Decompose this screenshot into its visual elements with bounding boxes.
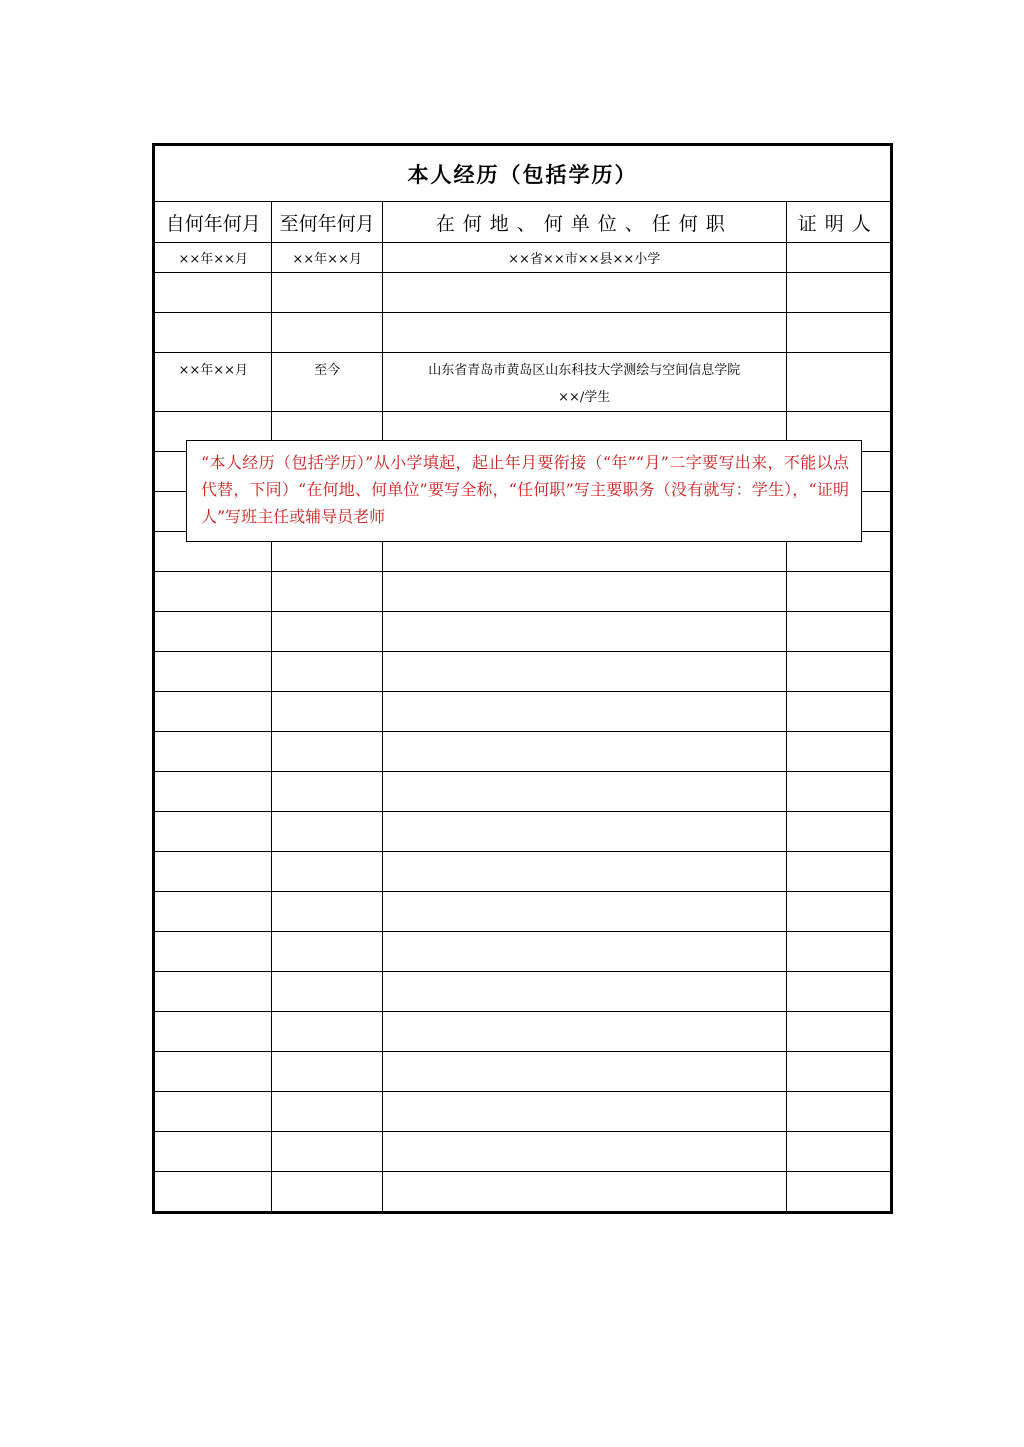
cell-from[interactable]	[154, 852, 272, 892]
table-row	[154, 652, 892, 692]
cell-place[interactable]	[382, 932, 786, 972]
table-row	[154, 852, 892, 892]
cell-from[interactable]	[154, 612, 272, 652]
cell-to[interactable]: ××年××月	[272, 243, 382, 273]
cell-place[interactable]	[382, 572, 786, 612]
table-row	[154, 1172, 892, 1213]
cell-witness[interactable]	[786, 243, 891, 273]
cell-from[interactable]: ××年××月	[154, 243, 272, 273]
cell-to[interactable]	[272, 892, 382, 932]
header-to: 至何年何月	[272, 202, 382, 243]
cell-from[interactable]	[154, 732, 272, 772]
table-row	[154, 1012, 892, 1052]
cell-to[interactable]	[272, 692, 382, 732]
header-witness: 证明人	[786, 202, 891, 243]
cell-place[interactable]	[382, 1092, 786, 1132]
cell-from[interactable]	[154, 892, 272, 932]
header-from: 自何年何月	[154, 202, 272, 243]
instruction-note: “本人经历（包括学历）”从小学填起，起止年月要衔接（“年”“月”二字要写出来，不能以点代替，下同）“在何地、何单位”要写全称，“任何职”写主要职务（没有就写：学生），“证明人”写班主任或辅导员老师	[186, 440, 862, 542]
cell-from[interactable]	[154, 772, 272, 812]
cell-from[interactable]: ××年××月	[154, 353, 272, 412]
cell-witness[interactable]	[786, 1172, 891, 1213]
cell-place[interactable]	[382, 732, 786, 772]
table-row	[154, 1092, 892, 1132]
cell-witness[interactable]	[786, 972, 891, 1012]
header-place: 在何地、何单位、任何职	[382, 202, 786, 243]
cell-witness[interactable]	[786, 852, 891, 892]
table-row	[154, 772, 892, 812]
cell-witness[interactable]	[786, 732, 891, 772]
cell-witness[interactable]	[786, 692, 891, 732]
cell-to[interactable]	[272, 273, 382, 313]
cell-witness[interactable]	[786, 1012, 891, 1052]
cell-witness[interactable]	[786, 353, 891, 412]
cell-witness[interactable]	[786, 1092, 891, 1132]
cell-from[interactable]	[154, 1092, 272, 1132]
cell-place[interactable]	[382, 852, 786, 892]
table-row	[154, 972, 892, 1012]
place-line-2: ××/学生	[558, 390, 611, 405]
cell-to[interactable]	[272, 313, 382, 353]
cell-from[interactable]	[154, 932, 272, 972]
cell-to[interactable]	[272, 972, 382, 1012]
cell-witness[interactable]	[786, 273, 891, 313]
table-row	[154, 353, 892, 412]
table-row	[154, 313, 892, 353]
cell-place[interactable]	[382, 812, 786, 852]
resume-history-table	[152, 143, 893, 1214]
table-row	[154, 612, 892, 652]
cell-to[interactable]	[272, 1172, 382, 1213]
cell-to[interactable]	[272, 1052, 382, 1092]
place-line-1: 山东省青岛市黄岛区山东科技大学测绘与空间信息学院	[428, 363, 741, 378]
cell-place[interactable]: ××省××市××县××小学	[382, 243, 786, 273]
cell-place[interactable]	[382, 1132, 786, 1172]
cell-from[interactable]	[154, 1172, 272, 1213]
cell-from[interactable]	[154, 812, 272, 852]
cell-place[interactable]	[382, 1172, 786, 1213]
cell-to[interactable]	[272, 772, 382, 812]
table-row	[154, 273, 892, 313]
cell-place[interactable]	[382, 1052, 786, 1092]
cell-to[interactable]	[272, 612, 382, 652]
cell-from[interactable]	[154, 652, 272, 692]
cell-place[interactable]	[382, 1012, 786, 1052]
cell-to[interactable]	[272, 652, 382, 692]
cell-witness[interactable]	[786, 772, 891, 812]
cell-to[interactable]	[272, 852, 382, 892]
cell-witness[interactable]	[786, 812, 891, 852]
table-row	[154, 1132, 892, 1172]
table-row	[154, 243, 892, 273]
cell-to[interactable]: 至今	[272, 353, 382, 412]
table-row	[154, 572, 892, 612]
table-row	[154, 1052, 892, 1092]
cell-witness[interactable]	[786, 892, 891, 932]
cell-to[interactable]	[272, 932, 382, 972]
cell-place[interactable]	[382, 972, 786, 1012]
table-row	[154, 932, 892, 972]
cell-witness[interactable]	[786, 1052, 891, 1092]
cell-witness[interactable]	[786, 572, 891, 612]
cell-witness[interactable]	[786, 1132, 891, 1172]
cell-to[interactable]	[272, 572, 382, 612]
cell-witness[interactable]	[786, 612, 891, 652]
cell-to[interactable]	[272, 1012, 382, 1052]
cell-from[interactable]	[154, 1052, 272, 1092]
cell-witness[interactable]	[786, 652, 891, 692]
cell-place[interactable]	[382, 892, 786, 932]
cell-place[interactable]	[382, 612, 786, 652]
table-title: 本人经历（包括学历）	[154, 145, 892, 202]
cell-to[interactable]	[272, 812, 382, 852]
cell-place[interactable]	[382, 772, 786, 812]
table-row	[154, 732, 892, 772]
cell-from[interactable]	[154, 972, 272, 1012]
cell-from[interactable]	[154, 273, 272, 313]
cell-place[interactable]	[382, 313, 786, 353]
cell-to[interactable]	[272, 1132, 382, 1172]
cell-place[interactable]	[382, 353, 786, 412]
cell-to[interactable]	[272, 732, 382, 772]
table-row	[154, 892, 892, 932]
cell-from[interactable]	[154, 313, 272, 353]
cell-place[interactable]	[382, 652, 786, 692]
table-row	[154, 692, 892, 732]
cell-from[interactable]	[154, 692, 272, 732]
cell-witness[interactable]	[786, 313, 891, 353]
cell-from[interactable]	[154, 1132, 272, 1172]
cell-place[interactable]	[382, 692, 786, 732]
table-row	[154, 812, 892, 852]
cell-to[interactable]	[272, 1092, 382, 1132]
cell-from[interactable]	[154, 572, 272, 612]
cell-place[interactable]	[382, 273, 786, 313]
cell-from[interactable]	[154, 1012, 272, 1052]
cell-witness[interactable]	[786, 932, 891, 972]
